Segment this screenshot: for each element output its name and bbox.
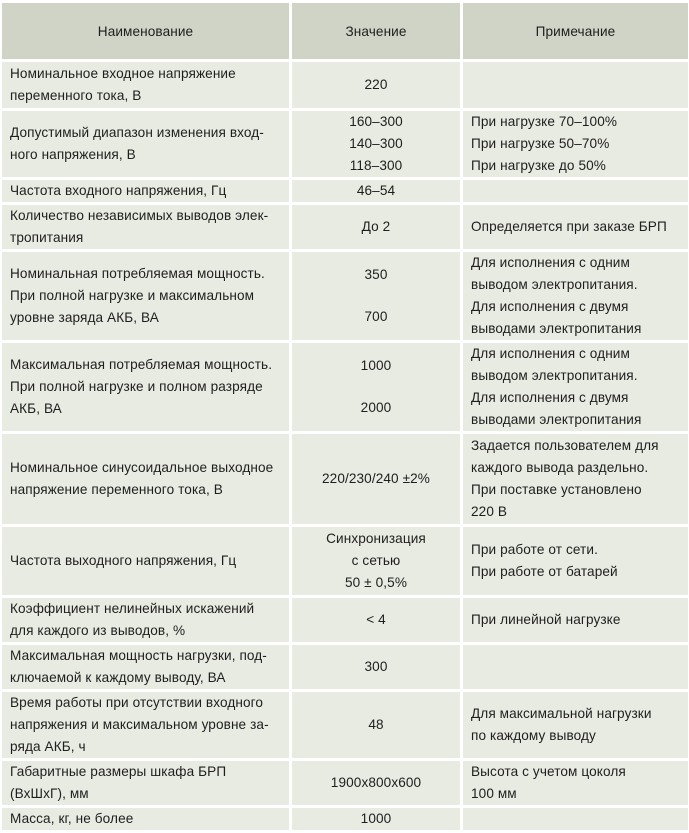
cell-text-line: 100 мм	[471, 786, 517, 801]
cell-text-line: При нагрузке 50–70%	[471, 136, 610, 151]
cell-text-line: 118–300	[349, 158, 403, 173]
cell-text-line: Максимальная мощность нагрузки, под-	[10, 648, 267, 663]
table-row	[2, 252, 688, 340]
cell-text-line: Задается пользователем для	[471, 438, 659, 453]
row-value-cell	[292, 252, 460, 340]
cell-text-line: для каждого из выводов, %	[10, 623, 186, 638]
cell-text-line: 50 ± 0,5%	[344, 575, 408, 590]
cell-text-line: Время работы при отсутствии входного	[10, 695, 264, 710]
row-name-cell	[2, 434, 289, 524]
row-name-cell	[2, 205, 289, 249]
row-note-cell	[463, 645, 688, 689]
row-value-cell	[292, 111, 460, 177]
cell-text-line: напряжение переменного тока, В	[10, 482, 223, 497]
row-value-cell	[292, 434, 460, 524]
row-value-cell	[292, 645, 460, 689]
cell-text-line: 700	[364, 309, 388, 324]
cell-text-line: выводом электропитания.	[471, 277, 638, 292]
row-note-cell	[463, 434, 688, 524]
cell-text-line: каждого вывода раздельно.	[471, 460, 649, 475]
row-note-cell	[463, 598, 688, 642]
cell-text-line: 140–300	[349, 136, 403, 151]
row-name-cell	[2, 62, 289, 108]
cell-text-line: Габаритные размеры шкафа БРП	[10, 764, 227, 779]
cell-text-line: ряда АКБ, ч	[10, 739, 86, 754]
cell-text-line: АКБ, ВА	[10, 401, 62, 416]
row-value-cell	[292, 598, 460, 642]
cell-text-line: с сетью	[351, 553, 401, 568]
row-note-cell	[463, 692, 688, 758]
table-row	[2, 598, 688, 642]
cell-text-line: переменного тока, В	[10, 88, 142, 103]
table-row	[2, 434, 688, 524]
cell-text-line: При полной нагрузке и полном разряде	[10, 379, 263, 394]
row-name-cell	[2, 252, 289, 340]
cell-text-line: Номинальное входное напряжение	[10, 66, 236, 81]
table-row	[2, 692, 688, 758]
cell-text-line: ного напряжения, В	[10, 147, 136, 162]
row-note-cell	[463, 180, 688, 202]
cell-text-line: 1000	[360, 811, 392, 826]
cell-text-line: 48	[368, 717, 384, 732]
cell-text-line: Для исполнения с двумя	[471, 299, 629, 314]
cell-text-line: Номинальное синусоидальное выходное	[10, 460, 274, 475]
cell-text-line: 1000	[360, 358, 392, 373]
cell-text-line: Для максимальной нагрузки	[471, 706, 652, 721]
cell-text-line: Определяется при заказе БРП	[471, 219, 667, 234]
row-note-cell	[463, 343, 688, 431]
row-value-cell	[292, 527, 460, 595]
table-row	[2, 343, 688, 431]
cell-text-line: 220	[364, 77, 388, 92]
cell-text-line: Частота входного напряжения, Гц	[10, 183, 227, 198]
row-note-cell	[463, 205, 688, 249]
cell-text-line: Коэффициент нелинейных искажений	[10, 601, 255, 616]
row-value-cell	[292, 205, 460, 249]
table-row	[2, 111, 688, 177]
row-name-cell	[2, 645, 289, 689]
cell-text-line: 1900х800х600	[330, 775, 422, 790]
cell-text-line: При работе от сети.	[471, 542, 598, 557]
row-name-cell	[2, 761, 289, 805]
cell-text-line: 220/230/240 ±2%	[322, 471, 430, 486]
cell-text-line: Высота с учетом цоколя	[471, 764, 626, 779]
cell-text-line: (ВхШхГ), мм	[10, 786, 89, 801]
cell-text-line: выводами электропитания	[471, 412, 642, 427]
row-name-cell	[2, 808, 289, 830]
cell-text-line: 220 В	[471, 504, 508, 519]
row-value-cell	[292, 180, 460, 202]
cell-text-line: Допустимый диапазон изменения вход-	[10, 125, 264, 140]
cell-text-line: выводами электропитания	[471, 321, 642, 336]
row-note-cell	[463, 527, 688, 595]
header-note: Примечание	[463, 3, 688, 59]
row-value-cell	[292, 808, 460, 830]
cell-text-line: 350	[364, 267, 388, 282]
table-row	[2, 808, 688, 830]
table-row	[2, 205, 688, 249]
table-row	[2, 761, 688, 805]
table-row	[2, 62, 688, 108]
cell-text-line: по каждому выводу	[471, 728, 596, 743]
row-name-cell	[2, 527, 289, 595]
cell-text-line: Для исполнения с одним	[471, 346, 630, 361]
table-row	[2, 645, 688, 689]
cell-text-line: Масса, кг, не более	[10, 811, 134, 826]
cell-text-line: При работе от батарей	[471, 564, 618, 579]
header-value: Значение	[292, 3, 460, 59]
cell-text-line: ключаемой к каждому выводу, ВА	[10, 670, 226, 685]
cell-text-line: уровне заряда АКБ, ВА	[10, 310, 159, 325]
row-name-cell	[2, 598, 289, 642]
cell-text-line: 160–300	[349, 114, 403, 129]
row-note-cell	[463, 761, 688, 805]
cell-text-line: До 2	[361, 219, 391, 234]
cell-text-line: При нагрузке 70–100%	[471, 114, 618, 129]
cell-text-line: При полной нагрузке и максимальном	[10, 288, 255, 303]
cell-text-line: выводом электропитания.	[471, 368, 638, 383]
cell-text-line: 300	[364, 659, 388, 674]
table-row	[2, 180, 688, 202]
cell-text-line: 2000	[360, 400, 392, 415]
row-note-cell	[463, 252, 688, 340]
row-value-cell	[292, 761, 460, 805]
row-value-cell	[292, 62, 460, 108]
row-value-cell	[292, 343, 460, 431]
cell-text-line: Максимальная потребляемая мощность.	[10, 357, 273, 372]
cell-text-line: Синхронизация	[326, 531, 426, 546]
row-value-cell	[292, 692, 460, 758]
row-name-cell	[2, 111, 289, 177]
cell-text-line: Частота выходного напряжения, Гц	[10, 553, 237, 568]
row-note-cell	[463, 62, 688, 108]
table-header-row	[2, 3, 688, 59]
cell-text-line: < 4	[366, 612, 386, 627]
cell-text-line: тропитания	[10, 230, 84, 245]
cell-text-line: При линейной нагрузке	[471, 612, 621, 627]
cell-text-line: напряжения и максимальном уровне за-	[10, 717, 269, 732]
cell-text-line: Номинальная потребляемая мощность.	[10, 266, 265, 281]
cell-text-line: При нагрузке до 50%	[471, 158, 606, 173]
row-name-cell	[2, 692, 289, 758]
table-row	[2, 527, 688, 595]
cell-text-line: Для исполнения с одним	[471, 255, 630, 270]
header-name: Наименование	[2, 3, 289, 59]
row-note-cell	[463, 808, 688, 830]
cell-text-line: Количество независимых выводов элек-	[10, 208, 269, 223]
cell-text-line: Для исполнения с двумя	[471, 390, 629, 405]
cell-text-line: 46–54	[356, 183, 396, 198]
cell-text-line: При поставке установлено	[471, 482, 642, 497]
row-name-cell	[2, 343, 289, 431]
row-name-cell	[2, 180, 289, 202]
row-note-cell	[463, 111, 688, 177]
